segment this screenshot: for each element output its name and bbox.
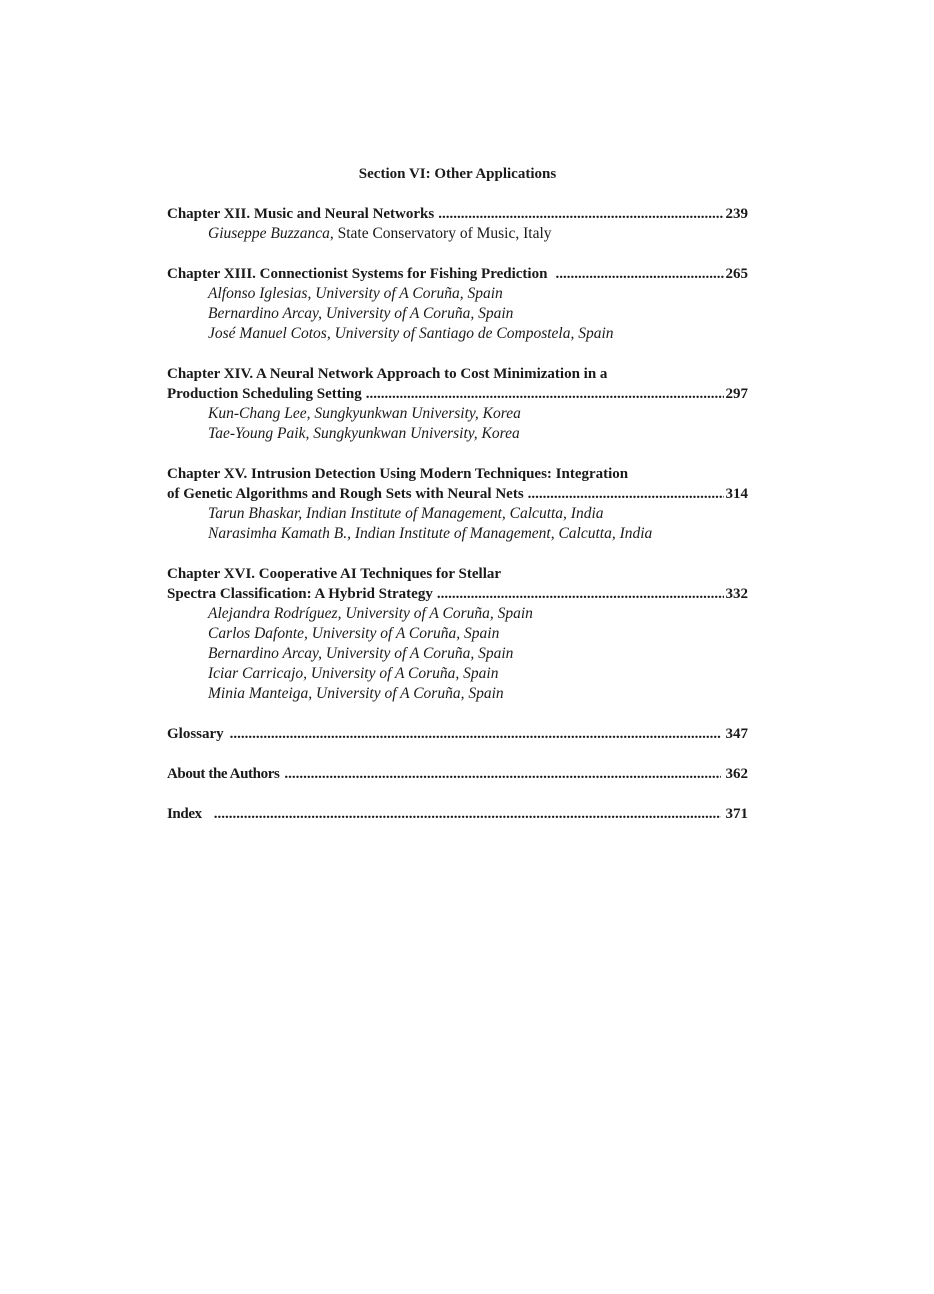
toc-entry-glossary: [167, 724, 748, 744]
author-line: Bernardino Arcay, University of A Coruña, Spain: [208, 645, 514, 662]
toc-entry-index: [167, 804, 748, 824]
dot-leader: [528, 484, 724, 504]
author-line: [167, 224, 748, 244]
toc-page: [167, 164, 748, 844]
toc-entry-chapter-15: [167, 464, 748, 544]
toc-entry-chapter-13: [167, 264, 748, 344]
chapter-title-continued: Production Scheduling Setting: [167, 386, 362, 402]
dot-leader: [230, 724, 721, 744]
author-line: José Manuel Cotos, University of Santiago de Compostela, Spain: [208, 325, 614, 342]
author-line: Bernardino Arcay, University of A Coruña, Spain: [208, 305, 514, 322]
back-matter-title: About the Authors: [167, 766, 280, 782]
chapter-title: Chapter XVI. Cooperative AI Techniques for Stellar: [167, 566, 502, 582]
section-title: Section VI: Other Applications: [358, 166, 557, 182]
page-number: 332: [725, 586, 748, 602]
author-line: Minia Manteiga, University of A Coruña, Spain: [208, 685, 504, 702]
page-number: 371: [725, 806, 748, 822]
toc-entry-chapter-12: [167, 204, 748, 244]
toc-entry-about-authors: [167, 764, 748, 784]
toc-title-line: [167, 804, 748, 824]
toc-title-line: [167, 484, 748, 504]
dot-leader: [284, 764, 720, 784]
toc-entry-chapter-14: [167, 364, 748, 444]
dot-leader: [437, 584, 724, 604]
page-number: 239: [725, 206, 748, 222]
author-line: Alfonso Iglesias, University of A Coruña, Spain: [208, 285, 503, 302]
chapter-title-continued: of Genetic Algorithms and Rough Sets with Neural Nets: [167, 486, 524, 502]
page-number: 314: [725, 486, 748, 502]
toc-title-line: [167, 584, 748, 604]
toc-title-line: [167, 384, 748, 404]
chapter-title: Chapter XII. Music and Neural Networks: [167, 206, 435, 222]
author-line: Alejandra Rodríguez, University of A Coruña, Spain: [208, 605, 533, 622]
page-number: 347: [725, 726, 748, 742]
back-matter-title: Index: [167, 806, 202, 822]
dot-leader: [214, 804, 721, 824]
author-line: Iciar Carricajo, University of A Coruña, Spain: [208, 665, 499, 682]
toc-title-line: [167, 204, 748, 224]
dot-leader: [555, 264, 723, 284]
author-line: Tae-Young Paik, Sungkyunkwan University, Korea: [208, 425, 520, 442]
dot-leader: [366, 384, 724, 404]
page-number: 297: [725, 386, 748, 402]
dot-leader: [438, 204, 723, 224]
toc-title-line: [167, 724, 748, 744]
page-number: 265: [725, 266, 748, 282]
author-line: Carlos Dafonte, University of A Coruña, Spain: [208, 625, 500, 642]
chapter-title: Chapter XV. Intrusion Detection Using Modern Techniques: Integration: [167, 466, 629, 482]
author-line: Kun-Chang Lee, Sungkyunkwan University, Korea: [208, 405, 521, 422]
chapter-title: Chapter XIV. A Neural Network Approach to Cost Minimization in a: [167, 366, 608, 382]
toc-title-line: [167, 764, 748, 784]
back-matter-title: Glossary: [167, 726, 224, 742]
page-number: 362: [725, 766, 748, 782]
toc-title-line: [167, 264, 748, 284]
author-name: Giuseppe Buzzanca: [208, 225, 330, 242]
toc-entry-chapter-16: [167, 564, 748, 704]
chapter-title: Chapter XIII. Connectionist Systems for Fishing Prediction: [167, 266, 548, 282]
author-affiliation: , State Conservatory of Music, Italy: [329, 225, 552, 242]
chapter-title-continued: Spectra Classification: A Hybrid Strategy: [167, 586, 433, 602]
author-line: Tarun Bhaskar, Indian Institute of Management, Calcutta, India: [208, 505, 604, 522]
author-line: Narasimha Kamath B., Indian Institute of Management, Calcutta, India: [208, 525, 653, 542]
